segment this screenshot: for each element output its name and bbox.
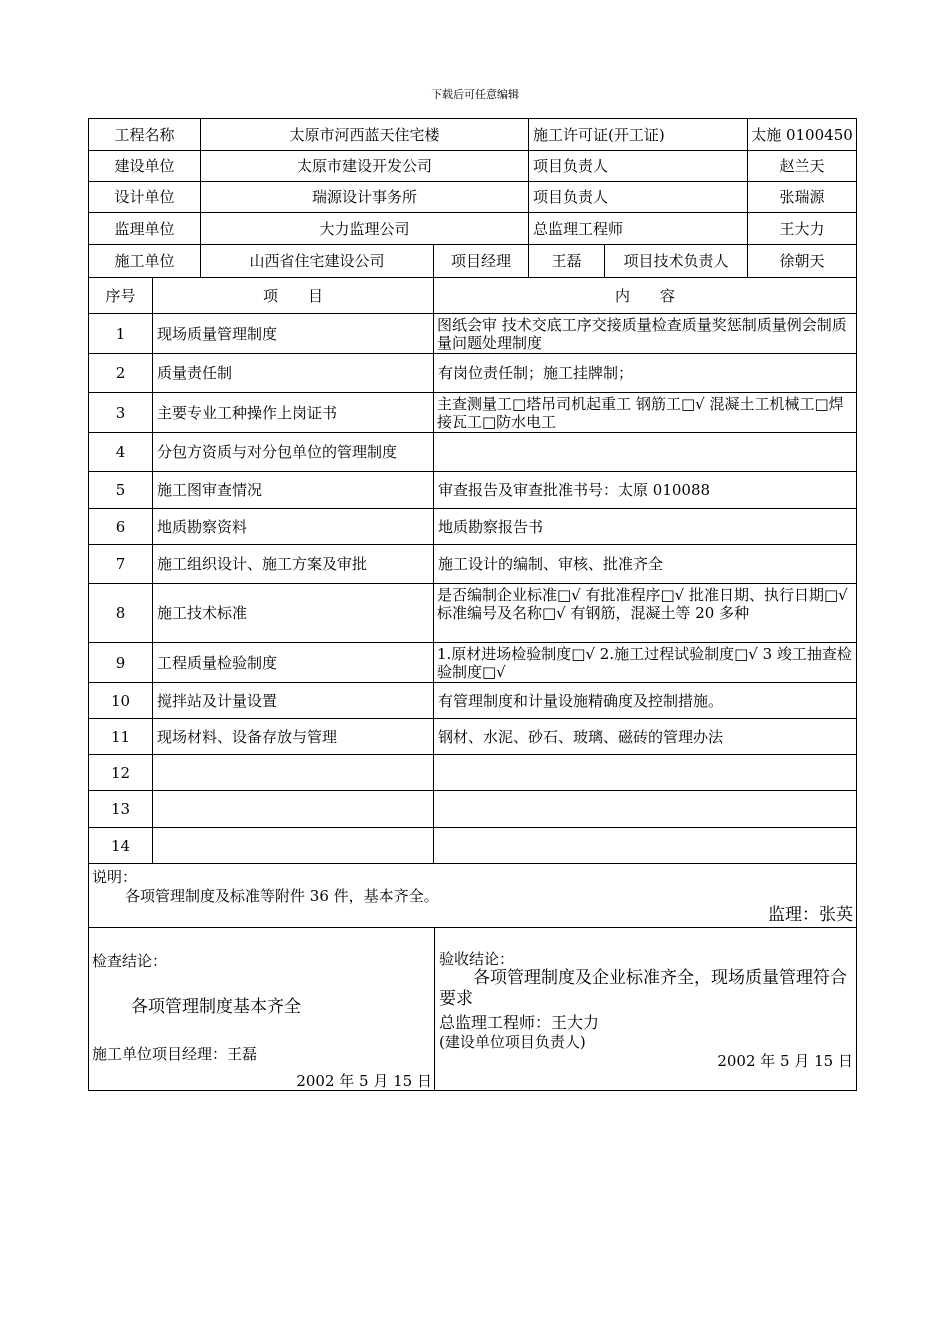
row-content: 施工设计的编制、审核、批准齐全 xyxy=(434,545,856,584)
row-content xyxy=(434,433,856,472)
row-content: 是否编制企业标准□√ 有批准程序□√ 批准日期、执行日期□√ 标准编号及名称□√ 有钢筋，混凝土等 20 多种 xyxy=(434,584,856,643)
notes-label: 说明： xyxy=(92,868,138,886)
builder-lead-label: 项目负责人 xyxy=(529,151,748,182)
notes-block xyxy=(89,866,856,928)
inspection-signer: 施工单位项目经理：王磊 xyxy=(92,1045,258,1063)
row-item xyxy=(153,828,434,864)
row-item: 施工组织设计、施工方案及审批 xyxy=(153,545,434,584)
row-content: 有岗位责任制；施工挂牌制； xyxy=(434,354,856,393)
notes-signer: 监理：张英 xyxy=(768,905,853,925)
row-item xyxy=(153,791,434,828)
row-content: 钢材、水泥、砂石、玻璃、磁砖的管理办法 xyxy=(434,719,856,755)
row-item: 主要专业工种操作上岗证书 xyxy=(153,393,434,433)
row-item: 施工图审查情况 xyxy=(153,472,434,509)
row-content: 有管理制度和计量设施精确度及控制措施。 xyxy=(434,683,856,719)
row-content xyxy=(434,791,856,828)
row-item: 分包方资质与对分包单位的管理制度 xyxy=(153,433,434,472)
row-item: 质量责任制 xyxy=(153,354,434,393)
inspection-label: 检查结论： xyxy=(92,952,168,970)
row-item: 工程质量检验制度 xyxy=(153,643,434,683)
design-lead-label: 项目负责人 xyxy=(529,182,748,213)
project-name: 太原市河西蓝天住宅楼 xyxy=(201,119,529,151)
design: 瑞源设计事务所 xyxy=(201,182,529,213)
row-content: 主查测量工□塔吊司机起重工 钢筋工□√ 混凝土工机械工□焊接瓦工□防水电工 xyxy=(434,393,856,433)
row-no: 14 xyxy=(89,828,153,864)
tech-lead-label: 项目技术负责人 xyxy=(605,245,748,278)
row-no: 1 xyxy=(89,314,153,354)
row-item: 搅拌站及计量设置 xyxy=(153,683,434,719)
row-no: 8 xyxy=(89,584,153,643)
row-no: 12 xyxy=(89,755,153,791)
notes-text: 各项管理制度及标准等附件 36 件，基本齐全。 xyxy=(125,887,439,905)
row-item: 现场质量管理制度 xyxy=(153,314,434,354)
permit-label: 施工许可证(开工证) xyxy=(529,119,748,151)
acceptance-signer-note: (建设单位项目负责人) xyxy=(439,1033,586,1051)
header-item: 项 目 xyxy=(153,278,434,314)
contractor-label: 施工单位 xyxy=(89,245,201,278)
row-no: 7 xyxy=(89,545,153,584)
supervisor-label: 监理单位 xyxy=(89,213,201,245)
row-no: 2 xyxy=(89,354,153,393)
tech-lead: 徐朝天 xyxy=(748,245,856,278)
row-no: 9 xyxy=(89,643,153,683)
builder-label: 建设单位 xyxy=(89,151,201,182)
project-name-label: 工程名称 xyxy=(89,119,201,151)
contractor: 山西省住宅建设公司 xyxy=(201,245,434,278)
permit-value: 太施 0100450 xyxy=(748,119,856,151)
acceptance-block xyxy=(435,928,856,1090)
builder: 太原市建设开发公司 xyxy=(201,151,529,182)
row-no: 4 xyxy=(89,433,153,472)
row-no: 13 xyxy=(89,791,153,828)
row-no: 3 xyxy=(89,393,153,433)
row-content xyxy=(434,755,856,791)
pm: 王磊 xyxy=(529,245,605,278)
row-content: 地质勘察报告书 xyxy=(434,509,856,545)
builder-lead: 赵兰天 xyxy=(748,151,856,182)
row-item: 施工技术标准 xyxy=(153,584,434,643)
row-content xyxy=(434,828,856,864)
design-label: 设计单位 xyxy=(89,182,201,213)
top-note: 下载后可任意编辑 xyxy=(431,88,519,101)
pm-label: 项目经理 xyxy=(434,245,529,278)
acceptance-signer: 总监理工程师：王大力 xyxy=(439,1013,600,1032)
row-content: 图纸会审 技术交底工序交接质量检查质量奖惩制质量例会制质量问题处理制度 xyxy=(434,314,856,354)
chief-engineer: 王大力 xyxy=(748,213,856,245)
quality-management-inspection-sheet xyxy=(88,118,857,1091)
row-item: 现场材料、设备存放与管理 xyxy=(153,719,434,755)
row-no: 5 xyxy=(89,472,153,509)
header-no: 序号 xyxy=(89,278,153,314)
row-content: 1.原材进场检验制度□√ 2.施工过程试验制度□√ 3 竣工抽查检验制度□√ xyxy=(434,643,856,683)
row-no: 6 xyxy=(89,509,153,545)
row-no: 11 xyxy=(89,719,153,755)
row-item: 地质勘察资料 xyxy=(153,509,434,545)
inspection-text: 各项管理制度基本齐全 xyxy=(131,997,301,1017)
inspection-date: 2002 年 5 月 15 日 xyxy=(296,1072,432,1090)
inspection-block xyxy=(89,928,435,1090)
design-lead: 张瑞源 xyxy=(748,182,856,213)
supervisor: 大力监理公司 xyxy=(201,213,529,245)
row-item xyxy=(153,755,434,791)
row-content: 审查报告及审查批准书号：太原 010088 xyxy=(434,472,856,509)
acceptance-text: 各项管理制度及企业标准齐全，现场质量管理符合要求 xyxy=(439,968,847,1009)
header-content: 内 容 xyxy=(434,278,856,314)
row-no: 10 xyxy=(89,683,153,719)
acceptance-label: 验收结论： xyxy=(439,950,515,968)
acceptance-date: 2002 年 5 月 15 日 xyxy=(717,1052,853,1070)
chief-engineer-label: 总监理工程师 xyxy=(529,213,748,245)
